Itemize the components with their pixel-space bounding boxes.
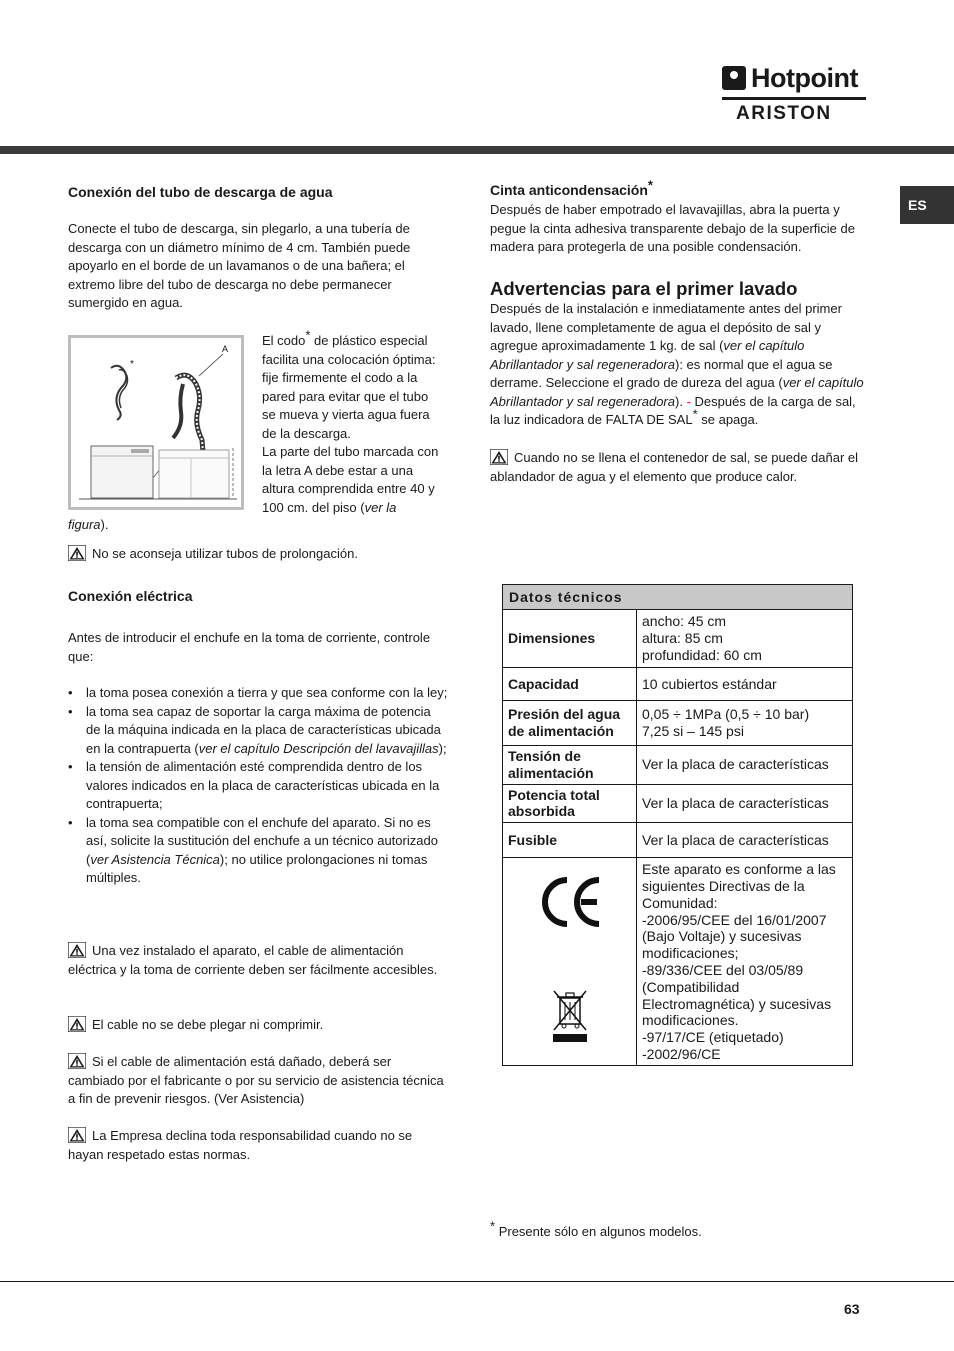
row-key-line: Tensión de — [508, 748, 581, 764]
compliance-marks — [503, 858, 637, 1066]
electric-warning-4 — [68, 1127, 448, 1164]
figure-star-label: * — [130, 359, 134, 370]
b2-italic: ver el capítulo Descripción del lavavajillas — [198, 740, 439, 756]
elbow-text — [262, 327, 442, 443]
footer-rule — [0, 1281, 954, 1282]
b4-end: ); no utilice prolongaciones ni tomas múltiples. — [86, 851, 428, 885]
row-value — [637, 701, 853, 746]
b2-end: ); — [438, 740, 447, 756]
drain-hose-illustration — [71, 338, 241, 507]
row-value-line: ancho: 45 cm — [642, 613, 727, 630]
tape-star: * — [647, 177, 653, 193]
compliance-row — [503, 858, 853, 1066]
fw-d: Después de la carga de sal, la luz indicadora de FALTA DE SAL — [490, 393, 856, 427]
tape-body: Después de haber empotrado el lavavajillas, abra la puerta y pegue la cinta adhesiva transparente debajo de la superficie de madera para protegerla de una posible condensación. — [490, 202, 855, 254]
fw-italic-2: ver el capítulo Abrillantador y sal regeneradora — [490, 375, 864, 409]
brand-sub: ARISTON — [736, 103, 832, 124]
b4-italic: ver Asistencia Técnica — [90, 851, 220, 867]
fw-e: se apaga. — [697, 412, 759, 427]
row-key — [503, 746, 637, 785]
elbow-text-b: de plástico especial facilita una colocación óptima: fije firmemente el codo a la pared para evitar que el tubo se mueva y vierta agua fuera de la descarga. — [262, 333, 436, 441]
fw-dash: - — [686, 393, 691, 409]
warning-icon — [68, 942, 86, 958]
language-tab: ES — [900, 186, 954, 224]
row-key — [503, 701, 637, 746]
warning-icon — [68, 1016, 86, 1032]
page-number: 63 — [844, 1301, 860, 1317]
table-row — [503, 610, 853, 668]
row-value-line: 0,05 ÷ 1MPa (0,5 ÷ 10 bar) — [642, 706, 810, 723]
table-row — [503, 823, 853, 858]
tech-header-row — [503, 585, 853, 610]
footnote-star: * — [490, 1218, 496, 1234]
fw-c: ). — [675, 393, 687, 409]
row-key — [503, 784, 637, 823]
elbow-star: * — [305, 327, 311, 343]
b4-text: la toma sea compatible con el enchufe del aparato. Si no es así, solicite la sustitución del enchufe a un técnico autorizado ( — [86, 814, 438, 867]
fw-a: Después de la instalación e inmediatamente antes del primer lavado, llene completamente de agua el depósito de sal y agregue aproximadamente 1 kg. de sal ( — [490, 301, 842, 353]
checklist-item — [68, 703, 448, 759]
part-a-italic-wrap: figura — [68, 517, 101, 532]
warning-icon — [490, 449, 508, 465]
tech-header: Datos técnicos — [503, 585, 853, 610]
part-a-end: ). — [100, 517, 109, 532]
part-a-body: La parte del tubo marcada con la letra A debe estar a una altura comprendida entre 40 y 100 cm. del piso (ver la — [262, 444, 439, 515]
footnote-text: Presente sólo en algunos modelos. — [498, 1224, 702, 1239]
elbow-text-a: El codo — [262, 333, 306, 348]
row-value: Ver la placa de características — [637, 746, 853, 785]
row-key-line: de alimentación — [508, 723, 614, 739]
first-wash-warning-text: Cuando no se llena el contenedor de sal, se puede dañar el ablandador de agua y el elemento que produce calor. — [490, 450, 859, 484]
row-value-line: profundidad: 60 cm — [642, 646, 762, 663]
electric-warning-4-text: La Empresa declina toda responsabilidad cuando no se hayan respetado estas normas. — [68, 1128, 413, 1162]
weee-bin-icon — [550, 986, 590, 1044]
row-value-line: altura: 85 cm — [642, 630, 723, 647]
row-key-line: alimentación — [508, 764, 594, 781]
warning-icon — [68, 545, 86, 561]
warning-icon — [68, 1127, 86, 1143]
table-row — [503, 701, 853, 746]
hotpoint-logo-icon — [722, 66, 746, 90]
row-key: Dimensiones — [503, 610, 637, 668]
warning-icon — [68, 1053, 86, 1069]
first-wash-body — [490, 300, 865, 430]
fw-b: ): es normal que el agua se derrame. Seleccione el grado de dureza del agua ( — [490, 356, 833, 390]
compliance-line: -2006/95/CEE del 16/01/2007 (Bajo Voltaje) y sucesivas modificaciones; — [642, 911, 827, 962]
electric-warning-2-text: El cable no se debe plegar ni comprimir. — [92, 1017, 324, 1032]
checklist-item: • la tensión de alimentación esté comprendida dentro de los valores indicados en la placa de características ubicada en la contrapuerta; — [68, 758, 448, 814]
logo-divider — [722, 97, 866, 100]
row-key-line: Presión del agua — [508, 706, 621, 723]
figure-a-label: A — [222, 344, 229, 354]
part-a-fig-ref — [68, 516, 128, 535]
brand-name: Hotpoint — [751, 63, 858, 93]
first-wash-title: Advertencias para el primer lavado — [490, 278, 798, 299]
row-value: 10 cubiertos estándar — [637, 668, 853, 701]
compliance-line: -2002/96/CE — [642, 1045, 721, 1062]
row-value: Ver la placa de características — [637, 784, 853, 823]
drain-hose-figure — [68, 335, 244, 510]
electric-intro: Antes de introducir el enchufe en la toma de corriente, controle que: — [68, 630, 431, 664]
row-value: Ver la placa de características — [637, 823, 853, 858]
row-key: Capacidad — [503, 668, 637, 701]
electric-warning-1-text: Una vez instalado el aparato, el cable de alimentación eléctrica y la toma de corriente deben ser fácilmente accesibles. — [68, 943, 438, 977]
compliance-text — [637, 858, 853, 1066]
brand-logo — [722, 62, 868, 124]
checklist-item: • la toma posea conexión a tierra y que sea conforme con la ley; — [68, 684, 448, 703]
compliance-line: -89/336/CEE del 03/05/89 (Compatibilidad Electromagnética) y sucesivas modificaciones. — [642, 961, 832, 1029]
drain-body: Conecte el tubo de descarga, sin plegarlo, a una tubería de descarga con un diámetro mínimo de 4 cm. También puede apoyarlo en el borde de un lavamanos o de una bañera; el extremo libre del tubo de descarga no debe permanecer sumergido en agua. — [68, 221, 411, 310]
electric-warning-3 — [68, 1053, 448, 1109]
fw-star: * — [692, 406, 698, 422]
checklist-item — [68, 814, 448, 888]
row-value — [637, 610, 853, 668]
electric-checklist — [68, 684, 448, 888]
table-row — [503, 784, 853, 823]
electric-warning-1 — [68, 942, 448, 979]
part-a-text — [262, 443, 442, 517]
table-row — [503, 746, 853, 785]
fw-italic-1: ver el capítulo Abrillantador y sal regeneradora — [490, 338, 805, 372]
row-key-line: Potencia total — [508, 786, 600, 803]
first-wash-warning — [490, 449, 865, 486]
part-a-italic-first: ver la — [364, 499, 397, 515]
electric-warning-3-text: Si el cable de alimentación está dañado, deberá ser cambiado por el fabricante o por su servicio de asistencia técnica a fin de prevenir riesgos. (Ver Asistencia) — [68, 1054, 444, 1106]
compliance-line: -97/17/CE (etiquetado) — [642, 1029, 784, 1046]
ce-mark-icon — [535, 874, 605, 930]
b2-text: la toma sea capaz de soportar la carga máxima de potencia de la máquina indicada en la placa de características ubicada en la contrapuerta ( — [86, 703, 441, 756]
tape-title-text: Cinta anticondensación — [490, 182, 648, 198]
electric-title: Conexión eléctrica — [68, 588, 193, 604]
drain-warning — [68, 545, 448, 564]
drain-warning-text: No se aconseja utilizar tubos de prolongación. — [92, 546, 358, 561]
row-key-line: absorbida — [508, 803, 575, 820]
table-row — [503, 668, 853, 701]
tape-title — [490, 177, 653, 199]
tech-data-table — [502, 584, 853, 1066]
row-value-line: 7,25 si – 145 psi — [642, 723, 744, 739]
row-key: Fusible — [503, 823, 637, 858]
compliance-line: Este aparato es conforme a las siguientes Directivas de la Comunidad: — [642, 861, 836, 911]
electric-warning-2 — [68, 1016, 448, 1035]
header-bar — [0, 146, 954, 154]
footnote — [490, 1218, 865, 1242]
drain-title: Conexión del tubo de descarga de agua — [68, 184, 333, 200]
